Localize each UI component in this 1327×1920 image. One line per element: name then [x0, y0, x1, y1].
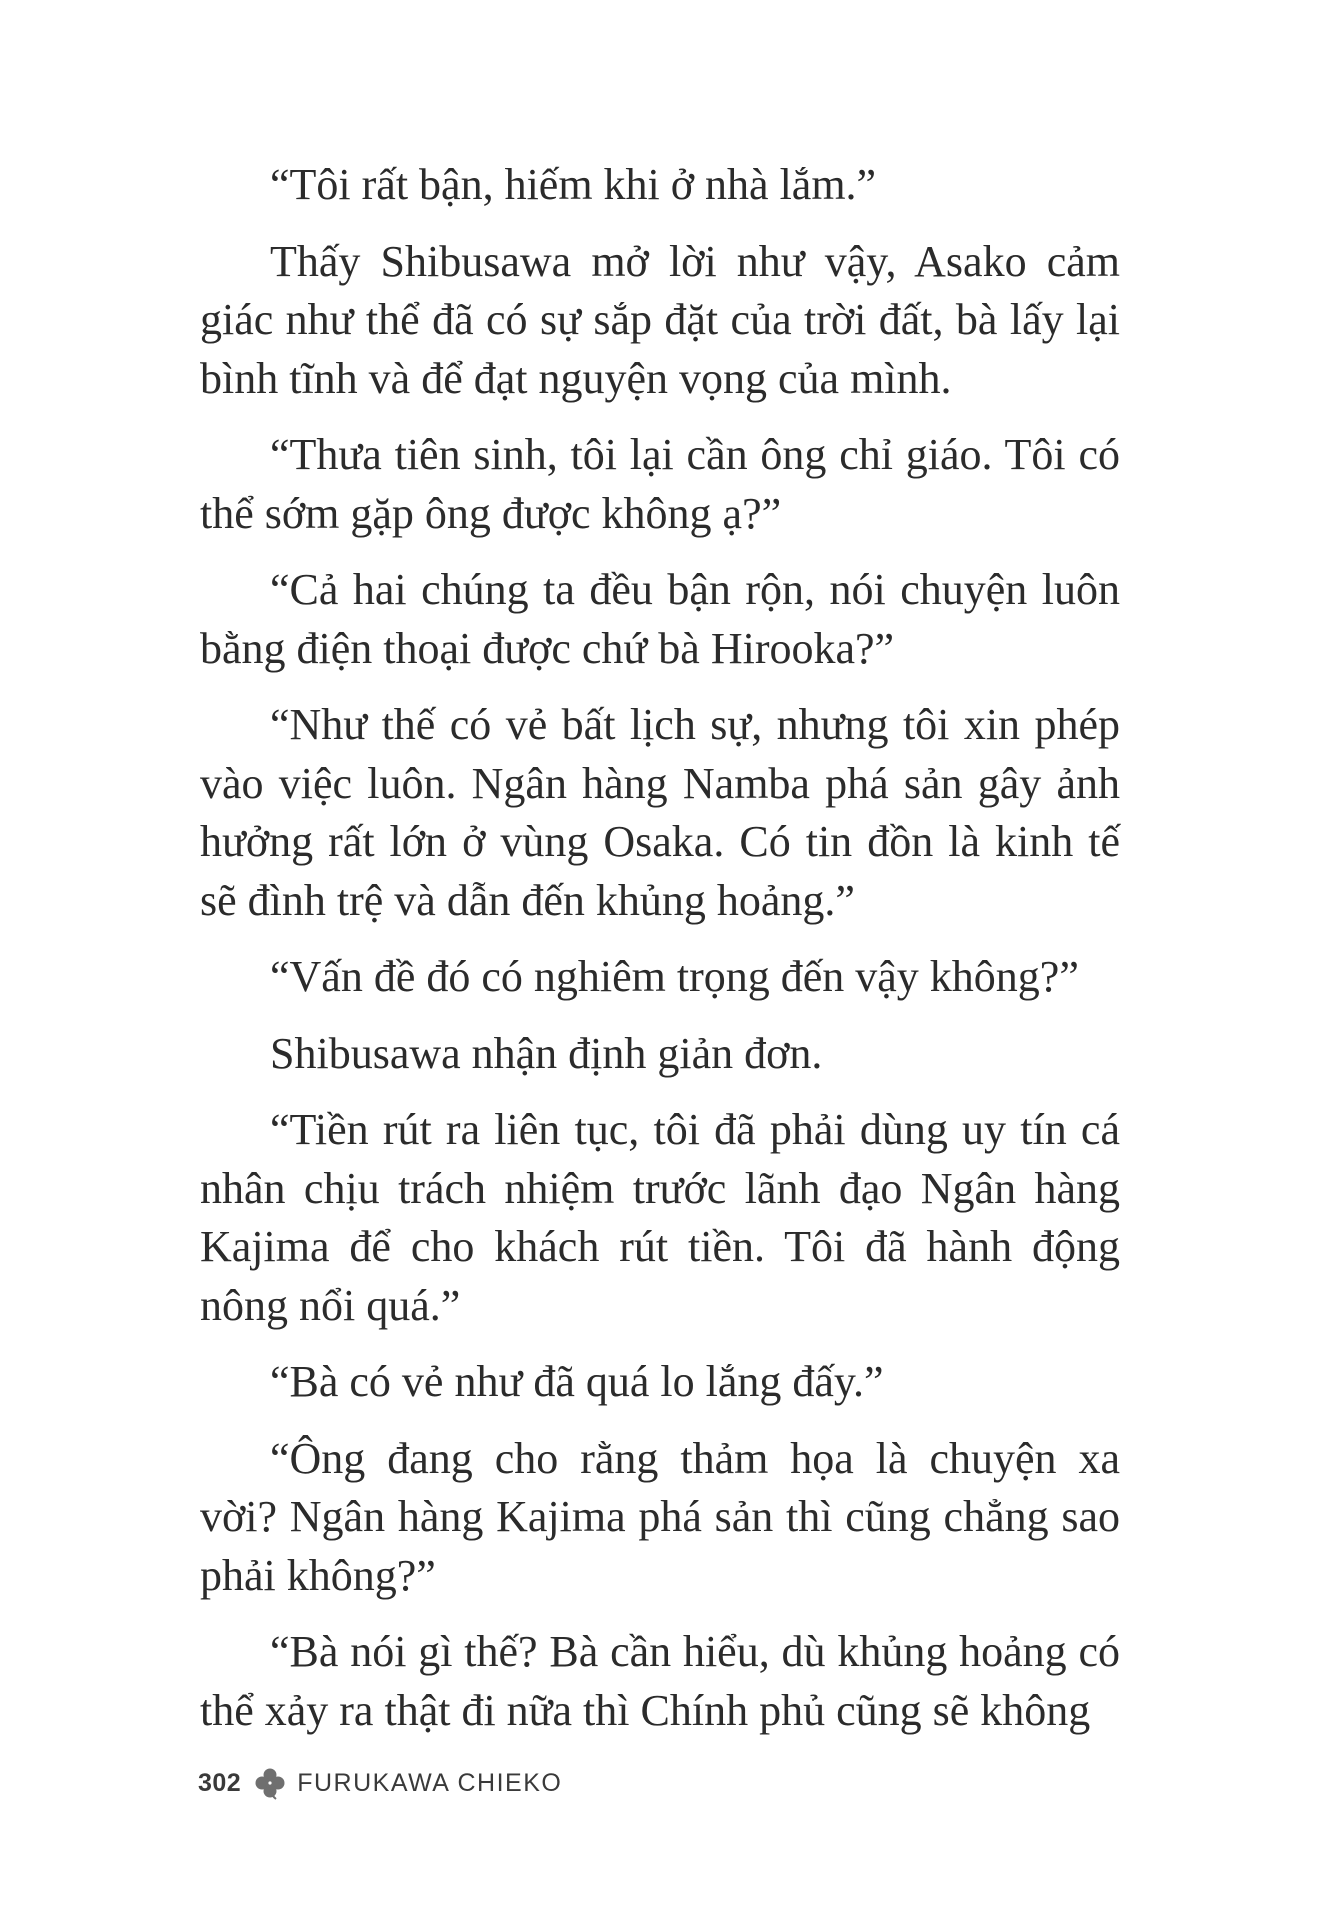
- author-name: FURUKAWA CHIEKO: [297, 1768, 563, 1797]
- paragraph: Shibusawa nhận định giản đơn.: [270, 1028, 823, 1078]
- paragraph: “Như thế có vẻ bất lịch sự, nhưng tôi xin phép vào việc luôn. Ngân hàng Namba phá sản gây ảnh hưởng rất lớn ở vùng Osaka. Có tin đồn là kinh tế sẽ đình trệ và dẫn đến khủng hoảng.”: [200, 700, 1120, 925]
- paragraph: Thấy Shibusawa mở lời như vậy, Asako cảm giác như thể đã có sự sắp đặt của trời đất, bà lấy lại bình tĩnh và để đạt nguyện vọng của mình.: [200, 236, 1120, 403]
- page-footer: [198, 1763, 562, 1803]
- paragraph: “Vấn đề đó có nghiêm trọng đến vậy không?”: [270, 952, 1079, 1001]
- paragraph: “Thưa tiên sinh, tôi lại cần ông chỉ giáo. Tôi có thể sớm gặp ông được không ạ?”: [200, 430, 1120, 538]
- paragraph: “Bà có vẻ như đã quá lo lắng đấy.”: [270, 1357, 884, 1406]
- page-number: 302: [198, 1768, 242, 1797]
- paragraph: “Cả hai chúng ta đều bận rộn, nói chuyện luôn bằng điện thoại được chứ bà Hirooka?”: [200, 565, 1120, 673]
- body-text: [200, 156, 1120, 1758]
- paragraph: “Tiền rút ra liên tục, tôi đã phải dùng uy tín cá nhân chịu trách nhiệm trước lãnh đạo Ngân hàng Kajima để cho khách rút tiền. Tôi đã hành động nông nổi quá.”: [200, 1105, 1120, 1330]
- paragraph: “Tôi rất bận, hiếm khi ở nhà lắm.”: [270, 160, 877, 209]
- clover-icon: [253, 1766, 287, 1800]
- paragraph: “Bà nói gì thế? Bà cần hiểu, dù khủng hoảng có thể xảy ra thật đi nữa thì Chính phủ cũng sẽ không: [200, 1627, 1120, 1735]
- paragraph: “Ông đang cho rằng thảm họa là chuyện xa vời? Ngân hàng Kajima phá sản thì cũng chẳng sao phải không?”: [200, 1433, 1120, 1600]
